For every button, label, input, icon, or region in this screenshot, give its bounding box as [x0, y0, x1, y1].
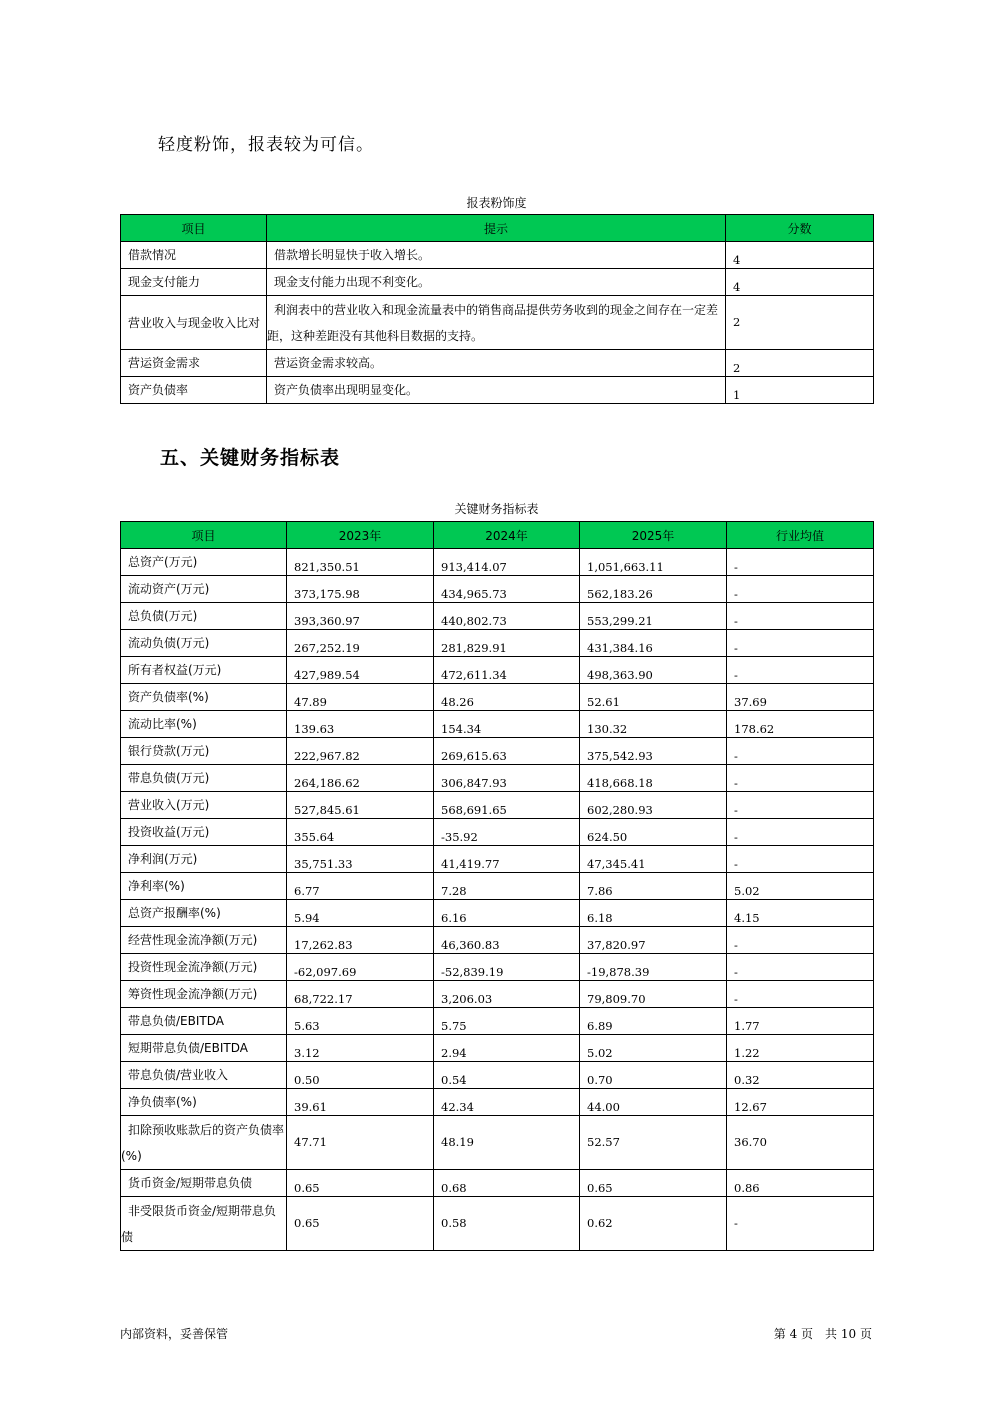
table-row: [121, 630, 874, 657]
table2-header-2025: 2025年: [580, 522, 727, 549]
value-industry-avg: -: [727, 549, 874, 576]
value-industry-avg: -: [727, 630, 874, 657]
row-item: 总负债(万元): [121, 603, 287, 630]
value-2024: 41,419.77: [434, 846, 580, 873]
value-industry-avg: -: [727, 738, 874, 765]
value-2024: 0.54: [434, 1062, 580, 1089]
value-2025: 418,668.18: [580, 765, 727, 792]
value-2025: 130.32: [580, 711, 727, 738]
value-2024: 48.19: [434, 1116, 580, 1170]
value-2023: 17,262.83: [287, 927, 434, 954]
value-2023: 393,360.97: [287, 603, 434, 630]
value-2023: 5.94: [287, 900, 434, 927]
value-2024: 568,691.65: [434, 792, 580, 819]
value-2023: 267,252.19: [287, 630, 434, 657]
value-2025: 375,542.93: [580, 738, 727, 765]
table2-header-2023: 2023年: [287, 522, 434, 549]
row-score: 1: [726, 377, 874, 404]
table2-header-2024: 2024年: [434, 522, 580, 549]
row-item: 资产负债率(%): [121, 684, 287, 711]
table1-header-hint: 提示: [267, 215, 726, 242]
table-row: [121, 846, 874, 873]
row-item: 流动负债(万元): [121, 630, 287, 657]
value-2023: 373,175.98: [287, 576, 434, 603]
value-2025: 44.00: [580, 1089, 727, 1116]
table-row: [121, 603, 874, 630]
table-row: [121, 819, 874, 846]
value-industry-avg: -: [727, 819, 874, 846]
row-item: 带息负债(万元): [121, 765, 287, 792]
row-item: 营业收入(万元): [121, 792, 287, 819]
row-item: 货币资金/短期带息负债: [121, 1170, 287, 1197]
table-row: [121, 900, 874, 927]
row-item: 银行贷款(万元): [121, 738, 287, 765]
value-2024: -52,839.19: [434, 954, 580, 981]
value-2025: 79,809.70: [580, 981, 727, 1008]
table-row: [121, 927, 874, 954]
row-item: 投资性现金流净额(万元): [121, 954, 287, 981]
row-item: 筹资性现金流净额(万元): [121, 981, 287, 1008]
value-2025: -19,878.39: [580, 954, 727, 981]
value-2024: 281,829.91: [434, 630, 580, 657]
value-industry-avg: 1.77: [727, 1008, 874, 1035]
page-current: 4: [789, 1327, 798, 1341]
value-industry-avg: -: [727, 1197, 874, 1251]
value-2024: 46,360.83: [434, 927, 580, 954]
value-2023: 821,350.51: [287, 549, 434, 576]
row-hint: 资产负债率出现明显变化。: [267, 377, 726, 404]
value-2024: -35.92: [434, 819, 580, 846]
table-row: [121, 1197, 874, 1251]
row-item: 带息负债/EBITDA: [121, 1008, 287, 1035]
value-2025: 0.70: [580, 1062, 727, 1089]
value-industry-avg: -: [727, 576, 874, 603]
table-row: [121, 1008, 874, 1035]
table-row: [121, 242, 874, 269]
value-2024: 48.26: [434, 684, 580, 711]
table-row: [121, 954, 874, 981]
value-industry-avg: -: [727, 927, 874, 954]
row-score: 4: [726, 242, 874, 269]
value-2023: 427,989.54: [287, 657, 434, 684]
table-row: [121, 1116, 874, 1170]
value-industry-avg: 37.69: [727, 684, 874, 711]
page-total: 10: [840, 1327, 857, 1341]
value-industry-avg: -: [727, 954, 874, 981]
row-item: 现金支付能力: [121, 269, 267, 296]
value-2024: 42.34: [434, 1089, 580, 1116]
value-industry-avg: -: [727, 981, 874, 1008]
value-2024: 472,611.34: [434, 657, 580, 684]
value-2023: 68,722.17: [287, 981, 434, 1008]
page-suffix: 页: [859, 1327, 872, 1341]
value-2024: 0.58: [434, 1197, 580, 1251]
value-2023: -62,097.69: [287, 954, 434, 981]
row-hint: 利润表中的营业收入和现金流量表中的销售商品提供劳务收到的现金之间存在一定差距，这种差距没有其他科目数据的支持。: [267, 296, 726, 350]
value-2025: 562,183.26: [580, 576, 727, 603]
value-2025: 6.89: [580, 1008, 727, 1035]
value-2023: 527,845.61: [287, 792, 434, 819]
value-2024: 5.75: [434, 1008, 580, 1035]
value-2024: 3,206.03: [434, 981, 580, 1008]
row-item: 净负债率(%): [121, 1089, 287, 1116]
table1-caption: 报表粉饰度: [466, 196, 527, 210]
row-item: 流动资产(万元): [121, 576, 287, 603]
row-item: 净利率(%): [121, 873, 287, 900]
row-item: 经营性现金流净额(万元): [121, 927, 287, 954]
row-score: 2: [726, 350, 874, 377]
row-item: 短期带息负债/EBITDA: [121, 1035, 287, 1062]
section-title: 五、关键财务指标表: [160, 447, 341, 469]
value-2025: 47,345.41: [580, 846, 727, 873]
table-row: [121, 576, 874, 603]
value-2025: 431,384.16: [580, 630, 727, 657]
page-mid: 页 共: [801, 1327, 838, 1341]
value-2025: 52.61: [580, 684, 727, 711]
value-industry-avg: -: [727, 657, 874, 684]
value-2025: 553,299.21: [580, 603, 727, 630]
value-2023: 39.61: [287, 1089, 434, 1116]
value-2025: 7.86: [580, 873, 727, 900]
table2-header-industry-avg: 行业均值: [727, 522, 874, 549]
row-item: 资产负债率: [121, 377, 267, 404]
row-item: 营运资金需求: [121, 350, 267, 377]
table-row: [121, 377, 874, 404]
value-2023: 264,186.62: [287, 765, 434, 792]
value-2024: 7.28: [434, 873, 580, 900]
row-item: 所有者权益(万元): [121, 657, 287, 684]
value-industry-avg: 0.32: [727, 1062, 874, 1089]
value-2025: 52.57: [580, 1116, 727, 1170]
value-industry-avg: 5.02: [727, 873, 874, 900]
value-2025: 498,363.90: [580, 657, 727, 684]
value-2025: 1,051,663.11: [580, 549, 727, 576]
table-row: [121, 1062, 874, 1089]
value-industry-avg: 12.67: [727, 1089, 874, 1116]
value-industry-avg: -: [727, 765, 874, 792]
value-industry-avg: 0.86: [727, 1170, 874, 1197]
page-prefix: 第: [773, 1327, 786, 1341]
intro-text: 轻度粉饰，报表较为可信。: [158, 135, 374, 155]
value-2024: 6.16: [434, 900, 580, 927]
row-hint: 营运资金需求较高。: [267, 350, 726, 377]
key-financial-indicators-table: [120, 521, 874, 1251]
value-2023: 6.77: [287, 873, 434, 900]
value-2024: 154.34: [434, 711, 580, 738]
row-hint: 借款增长明显快于收入增长。: [267, 242, 726, 269]
table2-caption: 关键财务指标表: [454, 502, 539, 516]
value-industry-avg: -: [727, 603, 874, 630]
value-industry-avg: -: [727, 792, 874, 819]
footer-confidential: 内部资料，妥善保管: [120, 1327, 229, 1341]
value-2024: 0.68: [434, 1170, 580, 1197]
value-2023: 5.63: [287, 1008, 434, 1035]
row-score: 2: [726, 296, 874, 350]
table-row: [121, 1089, 874, 1116]
value-2025: 602,280.93: [580, 792, 727, 819]
value-industry-avg: 36.70: [727, 1116, 874, 1170]
table-row: [121, 549, 874, 576]
row-item: 总资产(万元): [121, 549, 287, 576]
table1-header-row: [121, 215, 874, 242]
value-2025: 624.50: [580, 819, 727, 846]
table-row: [121, 765, 874, 792]
table2-header-item: 项目: [121, 522, 287, 549]
value-2023: 0.50: [287, 1062, 434, 1089]
value-2025: 37,820.97: [580, 927, 727, 954]
row-score: 4: [726, 269, 874, 296]
value-2024: 913,414.07: [434, 549, 580, 576]
row-item: 营业收入与现金收入比对: [121, 296, 267, 350]
value-2023: 139.63: [287, 711, 434, 738]
value-industry-avg: 4.15: [727, 900, 874, 927]
row-hint: 现金支付能力出现不利变化。: [267, 269, 726, 296]
report-embellishment-table: [120, 214, 874, 404]
value-2023: 222,967.82: [287, 738, 434, 765]
table-row: [121, 1170, 874, 1197]
value-2023: 47.71: [287, 1116, 434, 1170]
value-industry-avg: 178.62: [727, 711, 874, 738]
row-item: 借款情况: [121, 242, 267, 269]
table-row: [121, 792, 874, 819]
row-item: 扣除预收账款后的资产负债率(%): [121, 1116, 287, 1170]
table-row: [121, 711, 874, 738]
table-row: [121, 269, 874, 296]
value-2023: 0.65: [287, 1197, 434, 1251]
footer-page-number: [774, 1325, 872, 1342]
table2-header-row: [121, 522, 874, 549]
row-item: 带息负债/营业收入: [121, 1062, 287, 1089]
row-item: 总资产报酬率(%): [121, 900, 287, 927]
value-2025: 6.18: [580, 900, 727, 927]
value-2024: 2.94: [434, 1035, 580, 1062]
table-row: [121, 684, 874, 711]
value-2024: 434,965.73: [434, 576, 580, 603]
value-2025: 0.65: [580, 1170, 727, 1197]
value-2024: 269,615.63: [434, 738, 580, 765]
value-2024: 306,847.93: [434, 765, 580, 792]
table-row: [121, 1035, 874, 1062]
table1-header-item: 项目: [121, 215, 267, 242]
table-row: [121, 981, 874, 1008]
table-row: [121, 657, 874, 684]
table-row: [121, 873, 874, 900]
value-2023: 35,751.33: [287, 846, 434, 873]
row-item: 投资收益(万元): [121, 819, 287, 846]
value-industry-avg: -: [727, 846, 874, 873]
value-2025: 5.02: [580, 1035, 727, 1062]
value-2023: 0.65: [287, 1170, 434, 1197]
value-industry-avg: 1.22: [727, 1035, 874, 1062]
value-2025: 0.62: [580, 1197, 727, 1251]
row-item: 非受限货币资金/短期带息负债: [121, 1197, 287, 1251]
value-2023: 3.12: [287, 1035, 434, 1062]
row-item: 净利润(万元): [121, 846, 287, 873]
value-2023: 47.89: [287, 684, 434, 711]
table-row: [121, 738, 874, 765]
table-row: [121, 296, 874, 350]
row-item: 流动比率(%): [121, 711, 287, 738]
table1-header-score: 分数: [726, 215, 874, 242]
value-2024: 440,802.73: [434, 603, 580, 630]
value-2023: 355.64: [287, 819, 434, 846]
table-row: [121, 350, 874, 377]
